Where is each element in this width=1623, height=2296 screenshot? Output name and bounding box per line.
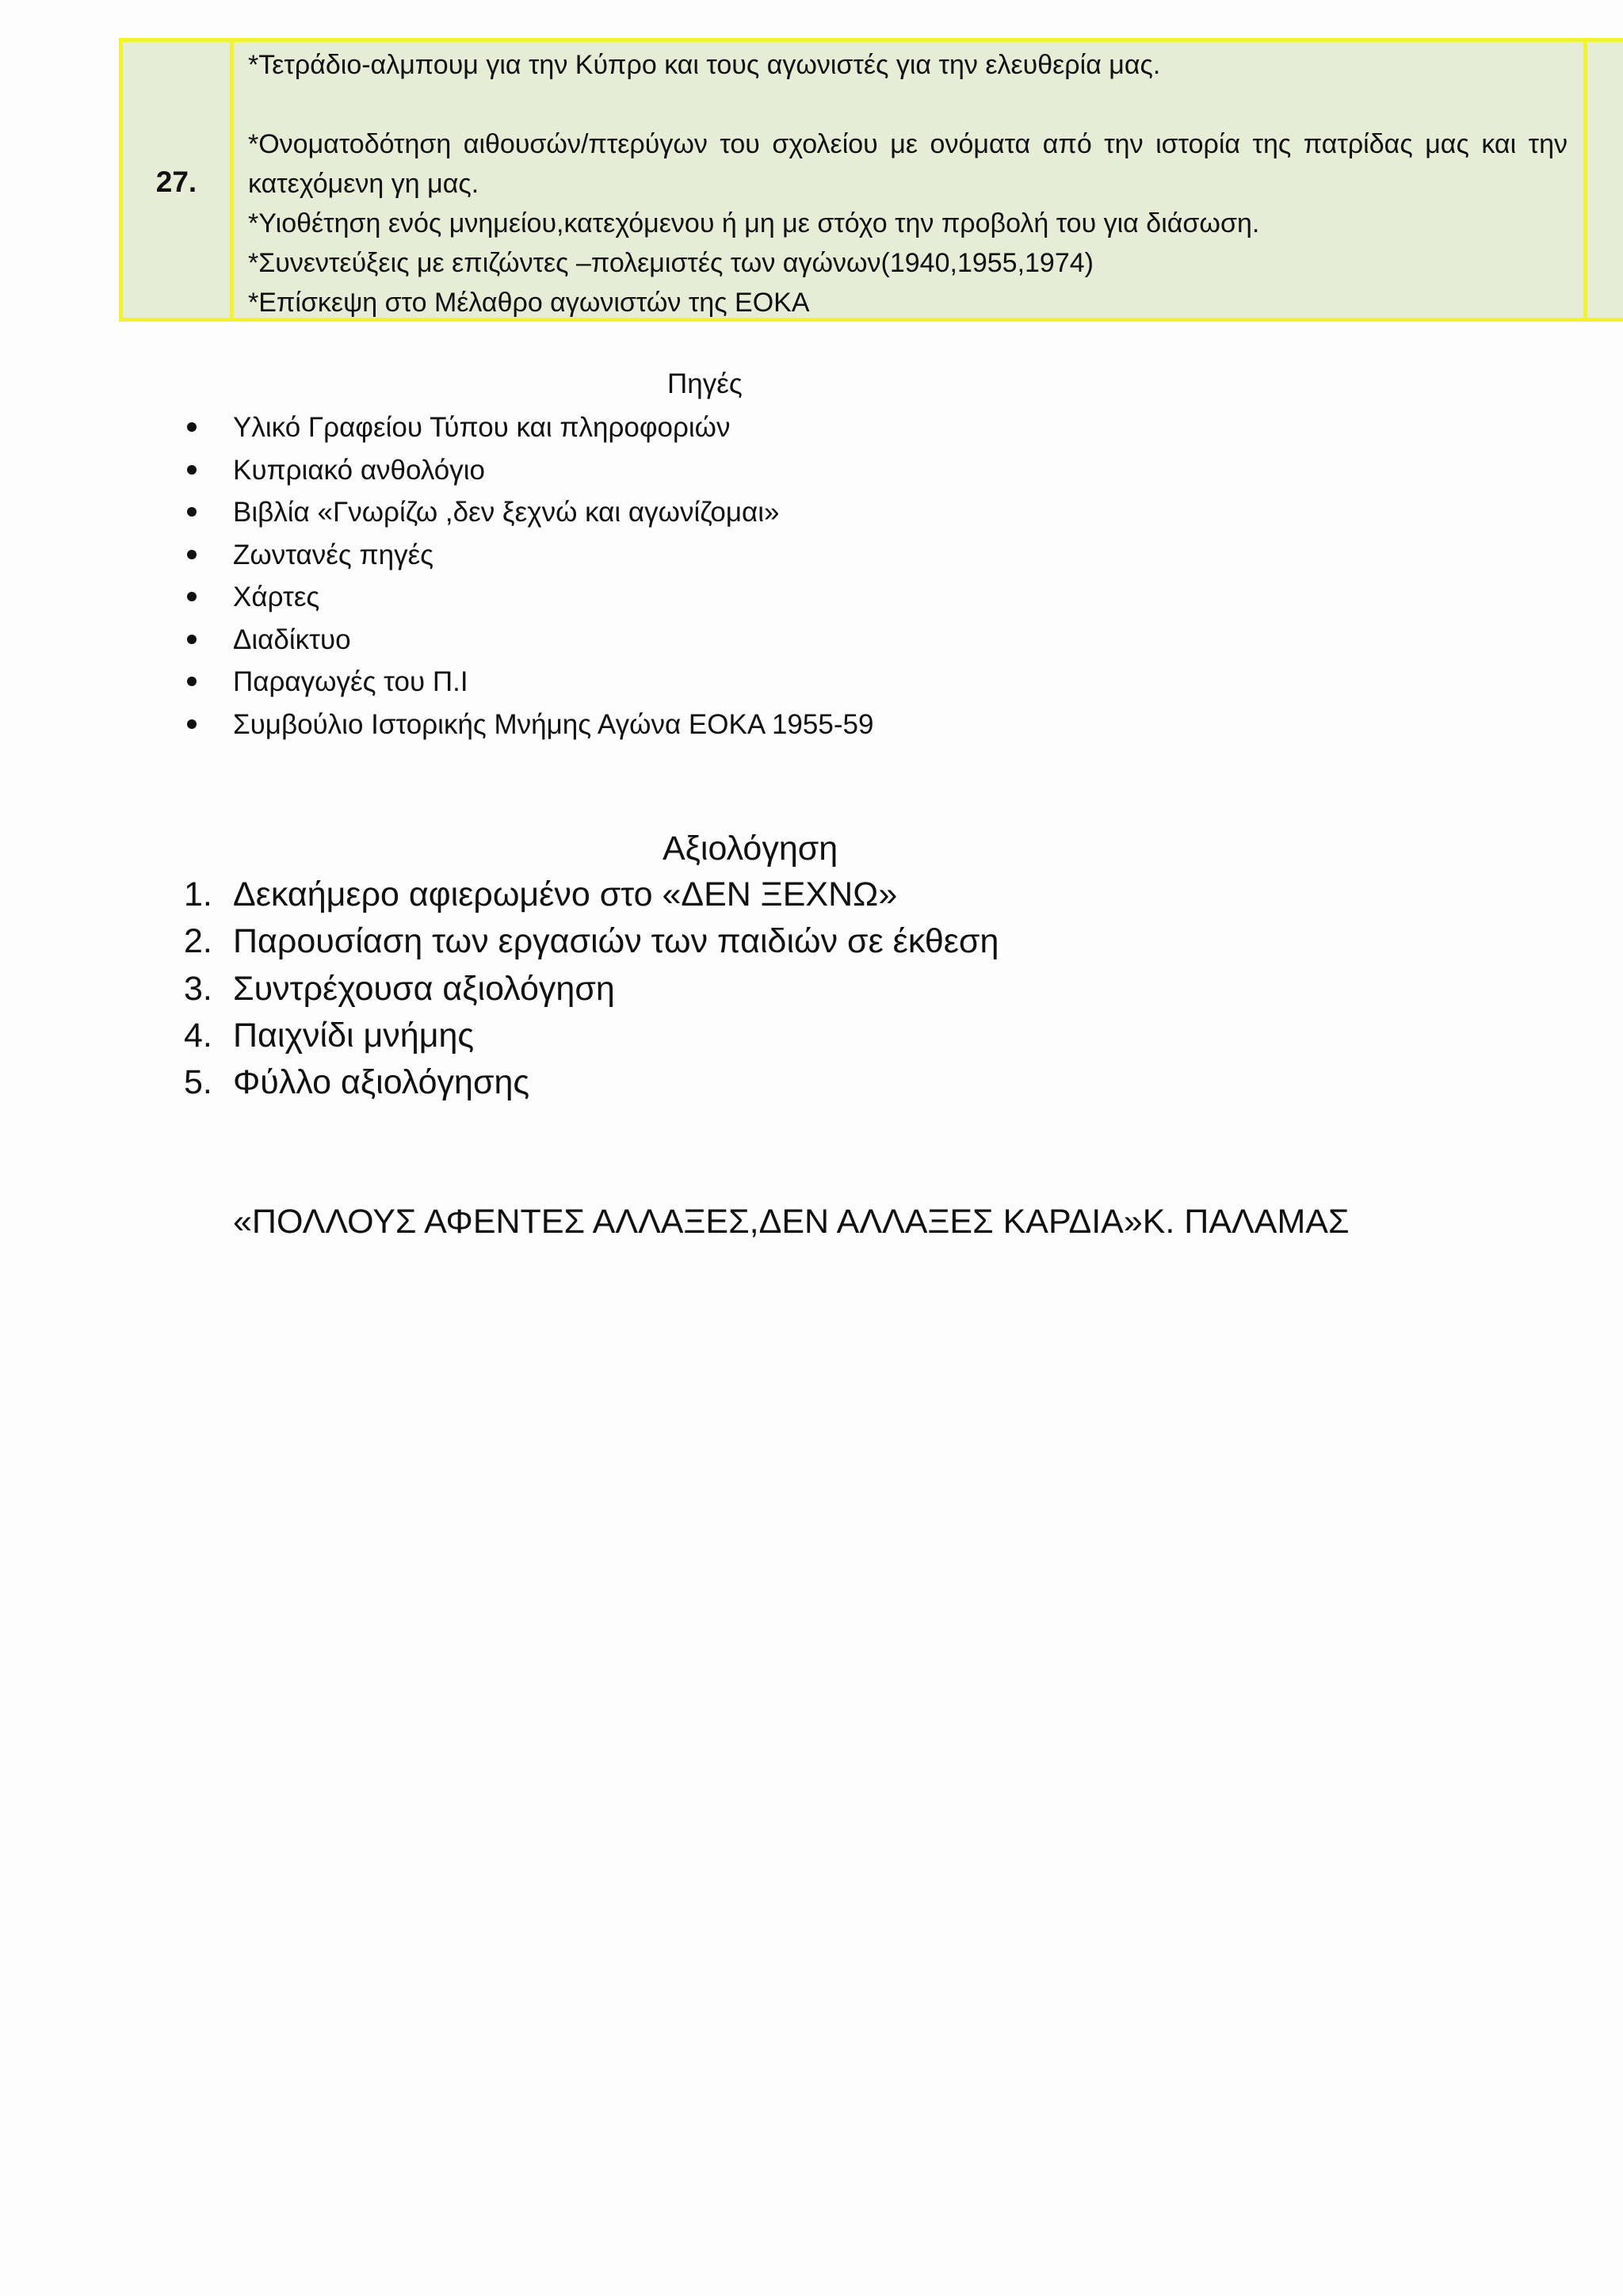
activity-line: *Επίσκεψη στο Μέλαθρο αγωνιστών της ΕΟΚΑ xyxy=(248,288,810,318)
evaluation-item-text: Συντρέχουσα αξιολόγηση xyxy=(233,969,615,1008)
row-number: 27. xyxy=(155,166,197,198)
source-item xyxy=(182,661,873,704)
closing-quote: «ΠΟΛΛΟΥΣ ΑΦΕΝΤΕΣ ΑΛΛΑΞΕΣ,ΔΕΝ ΑΛΛΑΞΕΣ ΚΑΡΔΙΑ»Κ. ΠΑΛΑΜΑΣ xyxy=(233,1203,1350,1241)
activity-line: *Υιοθέτηση ενός μνημείου,κατεχόμενου ή μη με στόχο την προβολή του για διάσωση. xyxy=(248,208,1260,238)
source-item xyxy=(182,576,873,619)
source-item-text: Κυπριακό ανθολόγιο xyxy=(233,454,485,486)
evaluation-item-number: 1. xyxy=(184,875,212,913)
bullet-icon xyxy=(187,719,197,729)
bullet-icon xyxy=(187,507,197,517)
source-item xyxy=(182,619,873,662)
evaluation-item xyxy=(182,918,999,965)
evaluation-item-text: Φύλλο αξιολόγησης xyxy=(233,1063,530,1102)
source-item xyxy=(182,704,873,746)
sources-list xyxy=(182,406,873,746)
source-item-text: Ζωντανές πηγές xyxy=(233,539,434,570)
evaluation-item-number: 3. xyxy=(184,969,212,1008)
evaluation-item-text: Παιχνίδι μνήμης xyxy=(233,1016,475,1055)
source-item-text: Βιβλία «Γνωρίζω ,δεν ξεχνώ και αγωνίζομαι» xyxy=(233,497,780,528)
source-item xyxy=(182,491,873,534)
bullet-icon xyxy=(187,465,197,475)
evaluation-list xyxy=(182,871,999,1106)
activity-content-cell xyxy=(234,42,1587,318)
activity-table-row xyxy=(119,38,1623,322)
evaluation-item xyxy=(182,1059,999,1106)
evaluation-item xyxy=(182,966,999,1013)
activity-line: *Συνεντεύξεις με επιζώντες –πολεμιστές των αγώνων(1940,1955,1974) xyxy=(248,248,1094,278)
evaluation-item xyxy=(182,1013,999,1059)
activity-line: *Ονοματοδότηση αιθουσών/πτερύγων του σχολείου με ονόματα από την ιστορία της πατρίδας μας και την κατεχόμενη γη μας. xyxy=(248,129,1568,199)
activity-line: *Τετράδιο-αλμπουμ για την Κύπρο και τους αγωνιστές για την ελευθερία μας. xyxy=(248,50,1161,80)
source-item-text: Διαδίκτυο xyxy=(233,624,351,655)
bullet-icon xyxy=(187,550,197,559)
evaluation-item-text: Παρουσίαση των εργασιών των παιδιών σε έκθεση xyxy=(233,922,999,961)
evaluation-item-text: Δεκαήμερο αφιερωμένο στο «ΔΕΝ ΞΕΧΝΩ» xyxy=(233,875,898,913)
source-item-text: Υλικό Γραφείου Τύπου και πληροφοριών xyxy=(233,412,731,443)
source-item xyxy=(182,449,873,492)
bullet-icon xyxy=(187,422,197,432)
source-item-text: Παραγωγές του Π.Ι xyxy=(233,666,468,697)
empty-tail-cell xyxy=(1587,42,1623,318)
evaluation-heading: Αξιολόγηση xyxy=(663,830,838,868)
bullet-icon xyxy=(187,677,197,686)
source-item xyxy=(182,406,873,449)
bullet-icon xyxy=(187,635,197,644)
evaluation-item-number: 5. xyxy=(184,1063,212,1102)
evaluation-item xyxy=(182,871,999,918)
bullet-icon xyxy=(187,592,197,601)
evaluation-item-number: 2. xyxy=(184,922,212,961)
sources-heading: Πηγές xyxy=(667,368,743,399)
source-item-text: Συμβούλιο Ιστορικής Μνήμης Αγώνα ΕΟΚΑ 1955-59 xyxy=(233,708,874,740)
source-item-text: Χάρτες xyxy=(233,582,320,612)
evaluation-item-number: 4. xyxy=(184,1016,212,1055)
source-item xyxy=(182,534,873,577)
row-number-cell xyxy=(123,42,234,318)
